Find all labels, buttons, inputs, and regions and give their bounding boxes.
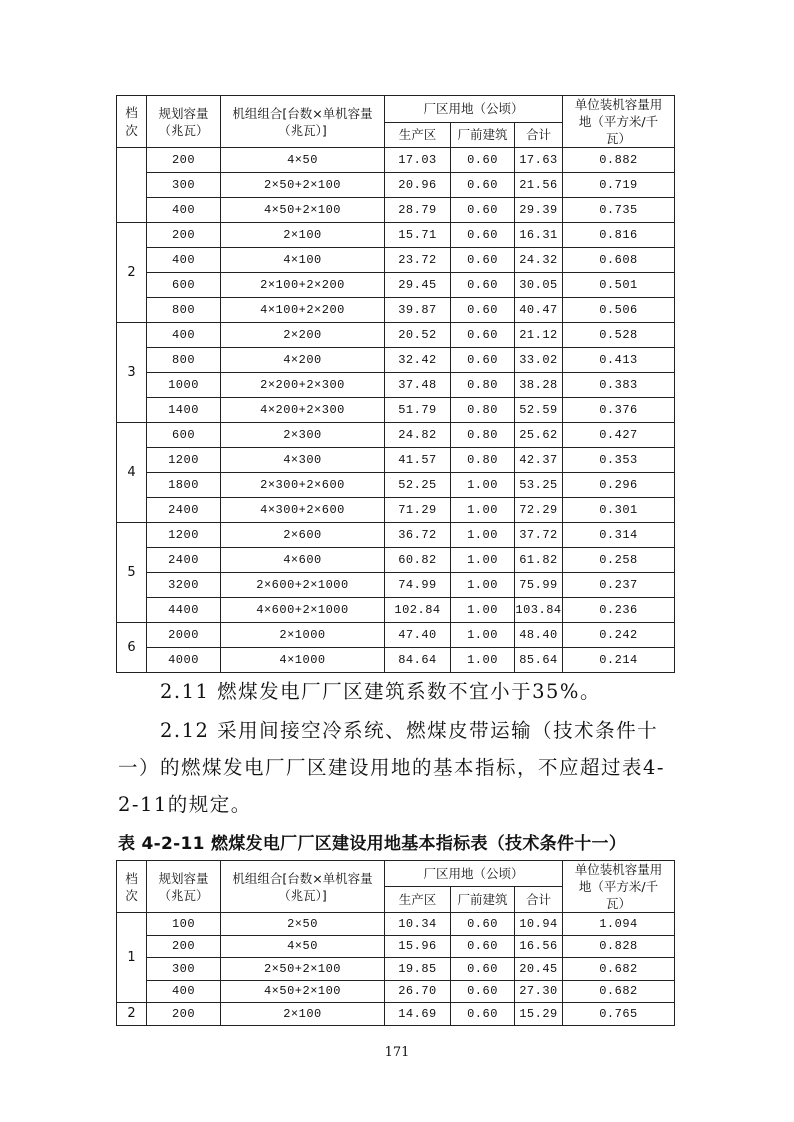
unit-cell: 0.242	[563, 623, 675, 648]
table-row	[117, 523, 675, 548]
capacity-cell: 2400	[147, 498, 221, 523]
production-cell: 52.25	[385, 473, 451, 498]
frontbuild-cell: 0.60	[451, 298, 515, 323]
header-production: 生产区	[385, 122, 451, 147]
unit-cell: 0.882	[563, 148, 675, 173]
table-row	[117, 548, 675, 573]
table-row	[117, 498, 675, 523]
capacity-cell: 400	[147, 980, 221, 1003]
production-cell: 60.82	[385, 548, 451, 573]
table-row	[117, 348, 675, 373]
frontbuild-cell: 0.60	[451, 198, 515, 223]
table-row	[117, 198, 675, 223]
header-combo: 机组组合[台数×单机容量（兆瓦）]	[221, 861, 385, 913]
header-total: 合计	[515, 887, 563, 913]
header-combo: 机组组合[台数×单机容量（兆瓦）]	[221, 96, 385, 148]
capacity-cell: 200	[147, 935, 221, 958]
total-cell: 30.05	[515, 273, 563, 298]
total-cell: 53.25	[515, 473, 563, 498]
frontbuild-cell: 0.80	[451, 373, 515, 398]
combo-cell: 2×50+2×100	[221, 173, 385, 198]
unit-cell: 0.296	[563, 473, 675, 498]
total-cell: 103.84	[515, 598, 563, 623]
unit-cell: 0.353	[563, 448, 675, 473]
production-cell: 51.79	[385, 398, 451, 423]
table-row	[117, 980, 675, 1003]
total-cell: 17.63	[515, 148, 563, 173]
unit-cell: 0.383	[563, 373, 675, 398]
unit-cell: 0.236	[563, 598, 675, 623]
unit-cell: 0.682	[563, 980, 675, 1003]
combo-cell: 4×600	[221, 548, 385, 573]
table-row	[117, 448, 675, 473]
combo-cell: 4×1000	[221, 648, 385, 673]
combo-cell: 4×200	[221, 348, 385, 373]
production-cell: 74.99	[385, 573, 451, 598]
level-cell: 2	[117, 223, 147, 323]
combo-cell: 4×600+2×1000	[221, 598, 385, 623]
frontbuild-cell: 1.00	[451, 598, 515, 623]
capacity-cell: 2400	[147, 548, 221, 573]
total-cell: 33.02	[515, 348, 563, 373]
header-total: 合计	[515, 122, 563, 147]
header-production: 生产区	[385, 887, 451, 913]
table-row	[117, 248, 675, 273]
table-row	[117, 958, 675, 981]
combo-cell: 4×50+2×100	[221, 198, 385, 223]
capacity-cell: 400	[147, 198, 221, 223]
unit-cell: 0.237	[563, 573, 675, 598]
frontbuild-cell: 1.00	[451, 473, 515, 498]
capacity-cell: 3200	[147, 573, 221, 598]
capacity-cell: 4400	[147, 598, 221, 623]
production-cell: 20.52	[385, 323, 451, 348]
total-cell: 21.56	[515, 173, 563, 198]
frontbuild-cell: 0.60	[451, 273, 515, 298]
frontbuild-cell: 0.80	[451, 398, 515, 423]
table-row	[117, 323, 675, 348]
frontbuild-cell: 0.60	[451, 148, 515, 173]
combo-cell: 2×100	[221, 223, 385, 248]
level-cell: 6	[117, 623, 147, 673]
combo-cell: 2×600+2×1000	[221, 573, 385, 598]
total-cell: 38.28	[515, 373, 563, 398]
combo-cell: 2×200+2×300	[221, 373, 385, 398]
level-cell: 5	[117, 523, 147, 623]
total-cell: 29.39	[515, 198, 563, 223]
table-row	[117, 598, 675, 623]
production-cell: 32.42	[385, 348, 451, 373]
production-cell: 19.85	[385, 958, 451, 981]
unit-cell: 0.258	[563, 548, 675, 573]
capacity-cell: 2000	[147, 623, 221, 648]
frontbuild-cell: 1.00	[451, 548, 515, 573]
header-level: 档次	[117, 861, 147, 913]
frontbuild-cell: 0.60	[451, 248, 515, 273]
frontbuild-cell: 0.60	[451, 958, 515, 981]
production-cell: 26.70	[385, 980, 451, 1003]
header-unit: 单位装机容量用地（平方米/千瓦）	[563, 96, 675, 148]
table-row	[117, 573, 675, 598]
frontbuild-cell: 1.00	[451, 648, 515, 673]
unit-cell: 0.376	[563, 398, 675, 423]
total-cell: 21.12	[515, 323, 563, 348]
unit-cell: 0.765	[563, 1003, 675, 1026]
header-capacity: 规划容量（兆瓦）	[147, 861, 221, 913]
unit-cell: 0.682	[563, 958, 675, 981]
unit-cell: 0.816	[563, 223, 675, 248]
unit-cell: 1.094	[563, 913, 675, 936]
production-cell: 29.45	[385, 273, 451, 298]
table-row	[117, 173, 675, 198]
total-cell: 72.29	[515, 498, 563, 523]
unit-cell: 0.828	[563, 935, 675, 958]
production-cell: 24.82	[385, 423, 451, 448]
level-cell: 2	[117, 1003, 147, 1026]
total-cell: 75.99	[515, 573, 563, 598]
combo-cell: 2×1000	[221, 623, 385, 648]
header-capacity: 规划容量（兆瓦）	[147, 96, 221, 148]
combo-cell: 2×300+2×600	[221, 473, 385, 498]
total-cell: 48.40	[515, 623, 563, 648]
table-row	[117, 648, 675, 673]
capacity-cell: 1200	[147, 523, 221, 548]
capacity-cell: 300	[147, 173, 221, 198]
production-cell: 17.03	[385, 148, 451, 173]
unit-cell: 0.314	[563, 523, 675, 548]
unit-cell: 0.413	[563, 348, 675, 373]
unit-cell: 0.719	[563, 173, 675, 198]
total-cell: 52.59	[515, 398, 563, 423]
table-row	[117, 473, 675, 498]
combo-cell: 2×50	[221, 913, 385, 936]
total-cell: 16.56	[515, 935, 563, 958]
frontbuild-cell: 0.60	[451, 323, 515, 348]
production-cell: 15.71	[385, 223, 451, 248]
combo-cell: 4×50	[221, 935, 385, 958]
production-cell: 20.96	[385, 173, 451, 198]
unit-cell: 0.214	[563, 648, 675, 673]
capacity-cell: 600	[147, 273, 221, 298]
table-body	[117, 148, 675, 673]
production-cell: 102.84	[385, 598, 451, 623]
capacity-cell: 1200	[147, 448, 221, 473]
header-frontbuild: 厂前建筑	[451, 887, 515, 913]
table-row	[117, 423, 675, 448]
production-cell: 36.72	[385, 523, 451, 548]
frontbuild-cell: 1.00	[451, 623, 515, 648]
unit-cell: 0.608	[563, 248, 675, 273]
table-row	[117, 223, 675, 248]
production-cell: 84.64	[385, 648, 451, 673]
frontbuild-cell: 0.60	[451, 913, 515, 936]
production-cell: 47.40	[385, 623, 451, 648]
table-caption: 表 4-2-11 燃煤发电厂厂区建设用地基本指标表（技术条件十一）	[118, 834, 627, 854]
total-cell: 37.72	[515, 523, 563, 548]
table-row	[117, 913, 675, 936]
frontbuild-cell: 0.60	[451, 980, 515, 1003]
clause-2-11: 2.11 燃煤发电厂厂区建筑系数不宜小于35%。	[160, 680, 601, 703]
capacity-cell: 800	[147, 348, 221, 373]
table-row	[117, 148, 675, 173]
unit-cell: 0.735	[563, 198, 675, 223]
capacity-cell: 400	[147, 323, 221, 348]
combo-cell: 4×300	[221, 448, 385, 473]
combo-cell: 4×50	[221, 148, 385, 173]
production-cell: 39.87	[385, 298, 451, 323]
combo-cell: 2×100	[221, 1003, 385, 1026]
header-land: 厂区用地（公顷）	[385, 96, 563, 123]
capacity-cell: 100	[147, 913, 221, 936]
table-row	[117, 935, 675, 958]
level-cell	[117, 148, 147, 223]
frontbuild-cell: 0.80	[451, 448, 515, 473]
table-row	[117, 273, 675, 298]
unit-cell: 0.528	[563, 323, 675, 348]
frontbuild-cell: 0.80	[451, 423, 515, 448]
header-unit: 单位装机容量用地（平方米/千瓦）	[563, 861, 675, 913]
table-row	[117, 623, 675, 648]
production-cell: 10.34	[385, 913, 451, 936]
table-row	[117, 1003, 675, 1026]
frontbuild-cell: 1.00	[451, 498, 515, 523]
land-index-table-bottom	[116, 860, 675, 1026]
combo-cell: 4×100	[221, 248, 385, 273]
capacity-cell: 1000	[147, 373, 221, 398]
total-cell: 24.32	[515, 248, 563, 273]
capacity-cell: 200	[147, 1003, 221, 1026]
capacity-cell: 200	[147, 223, 221, 248]
level-cell: 3	[117, 323, 147, 423]
header-land: 厂区用地（公顷）	[385, 861, 563, 887]
production-cell: 14.69	[385, 1003, 451, 1026]
table-row	[117, 298, 675, 323]
clause-2-12: 2.12 采用间接空冷系统、燃煤皮带运输（技术条件十一）的燃煤发电厂厂区建设用地的基本指标，不应超过表4-2-11的规定。	[118, 719, 665, 816]
combo-cell: 2×100+2×200	[221, 273, 385, 298]
total-cell: 27.30	[515, 980, 563, 1003]
frontbuild-cell: 0.60	[451, 348, 515, 373]
capacity-cell: 4000	[147, 648, 221, 673]
combo-cell: 4×200+2×300	[221, 398, 385, 423]
total-cell: 20.45	[515, 958, 563, 981]
total-cell: 61.82	[515, 548, 563, 573]
total-cell: 85.64	[515, 648, 563, 673]
total-cell: 10.94	[515, 913, 563, 936]
combo-cell: 4×50+2×100	[221, 980, 385, 1003]
frontbuild-cell: 0.60	[451, 173, 515, 198]
combo-cell: 4×300+2×600	[221, 498, 385, 523]
level-cell: 1	[117, 913, 147, 1003]
frontbuild-cell: 0.60	[451, 1003, 515, 1026]
frontbuild-cell: 0.60	[451, 223, 515, 248]
unit-cell: 0.506	[563, 298, 675, 323]
production-cell: 41.57	[385, 448, 451, 473]
production-cell: 28.79	[385, 198, 451, 223]
header-level: 档次	[117, 96, 147, 148]
capacity-cell: 1400	[147, 398, 221, 423]
production-cell: 15.96	[385, 935, 451, 958]
frontbuild-cell: 0.60	[451, 935, 515, 958]
frontbuild-cell: 1.00	[451, 523, 515, 548]
table-body	[117, 913, 675, 1026]
unit-cell: 0.301	[563, 498, 675, 523]
table-row	[117, 398, 675, 423]
combo-cell: 4×100+2×200	[221, 298, 385, 323]
combo-cell: 2×300	[221, 423, 385, 448]
header-frontbuild: 厂前建筑	[451, 122, 515, 147]
unit-cell: 0.427	[563, 423, 675, 448]
table-row	[117, 373, 675, 398]
combo-cell: 2×200	[221, 323, 385, 348]
land-index-table-top	[116, 95, 675, 673]
capacity-cell: 400	[147, 248, 221, 273]
total-cell: 42.37	[515, 448, 563, 473]
frontbuild-cell: 1.00	[451, 573, 515, 598]
capacity-cell: 800	[147, 298, 221, 323]
combo-cell: 2×600	[221, 523, 385, 548]
total-cell: 16.31	[515, 223, 563, 248]
production-cell: 71.29	[385, 498, 451, 523]
capacity-cell: 1800	[147, 473, 221, 498]
capacity-cell: 300	[147, 958, 221, 981]
level-cell: 4	[117, 423, 147, 523]
total-cell: 40.47	[515, 298, 563, 323]
page-number: 171	[384, 1045, 410, 1060]
unit-cell: 0.501	[563, 273, 675, 298]
production-cell: 23.72	[385, 248, 451, 273]
production-cell: 37.48	[385, 373, 451, 398]
capacity-cell: 200	[147, 148, 221, 173]
combo-cell: 2×50+2×100	[221, 958, 385, 981]
total-cell: 25.62	[515, 423, 563, 448]
total-cell: 15.29	[515, 1003, 563, 1026]
capacity-cell: 600	[147, 423, 221, 448]
